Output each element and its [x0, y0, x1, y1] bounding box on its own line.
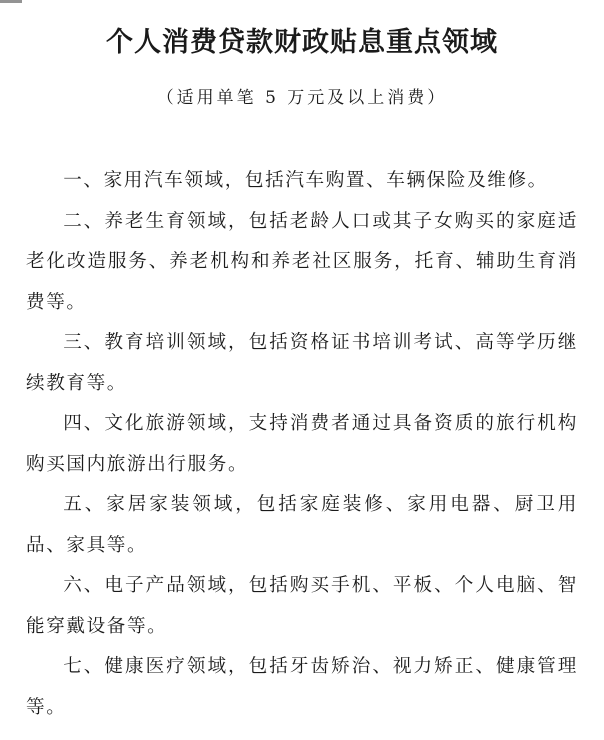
paragraph-culture-tourism: 四、文化旅游领域，支持消费者通过具备资质的旅行机构购买国内旅游出行服务。 — [26, 413, 578, 475]
paragraph-health-medical: 七、健康医疗领域，包括牙齿矫治、视力矫正、健康管理等。 — [26, 656, 578, 718]
document-body — [26, 161, 578, 728]
paragraph-family-car: 一、家用汽车领域，包括汽车购置、车辆保险及维修。 — [63, 170, 548, 191]
document-title: 个人消费贷款财政贴息重点领域 — [106, 27, 498, 58]
paragraph-elderly-care-childbirth: 二、养老生育领域，包括老龄人口或其子女购买的家庭适老化改造服务、养老机构和养老社区服务，托育、辅助生育消费等。 — [26, 210, 578, 313]
document-subtitle: （适用单笔 5 万元及以上消费） — [156, 88, 448, 108]
paragraph-electronics: 六、电子产品领域，包括购买手机、平板、个人电脑、智能穿戴设备等。 — [26, 575, 578, 637]
paragraph-home-furnishing: 五、家居家装领域，包括家庭装修、家用电器、厨卫用品、家具等。 — [26, 494, 578, 556]
paragraph-education-training: 三、教育培训领域，包括资格证书培训考试、高等学历继续教育等。 — [26, 332, 578, 394]
cropped-text-fragment — [0, 0, 22, 3]
